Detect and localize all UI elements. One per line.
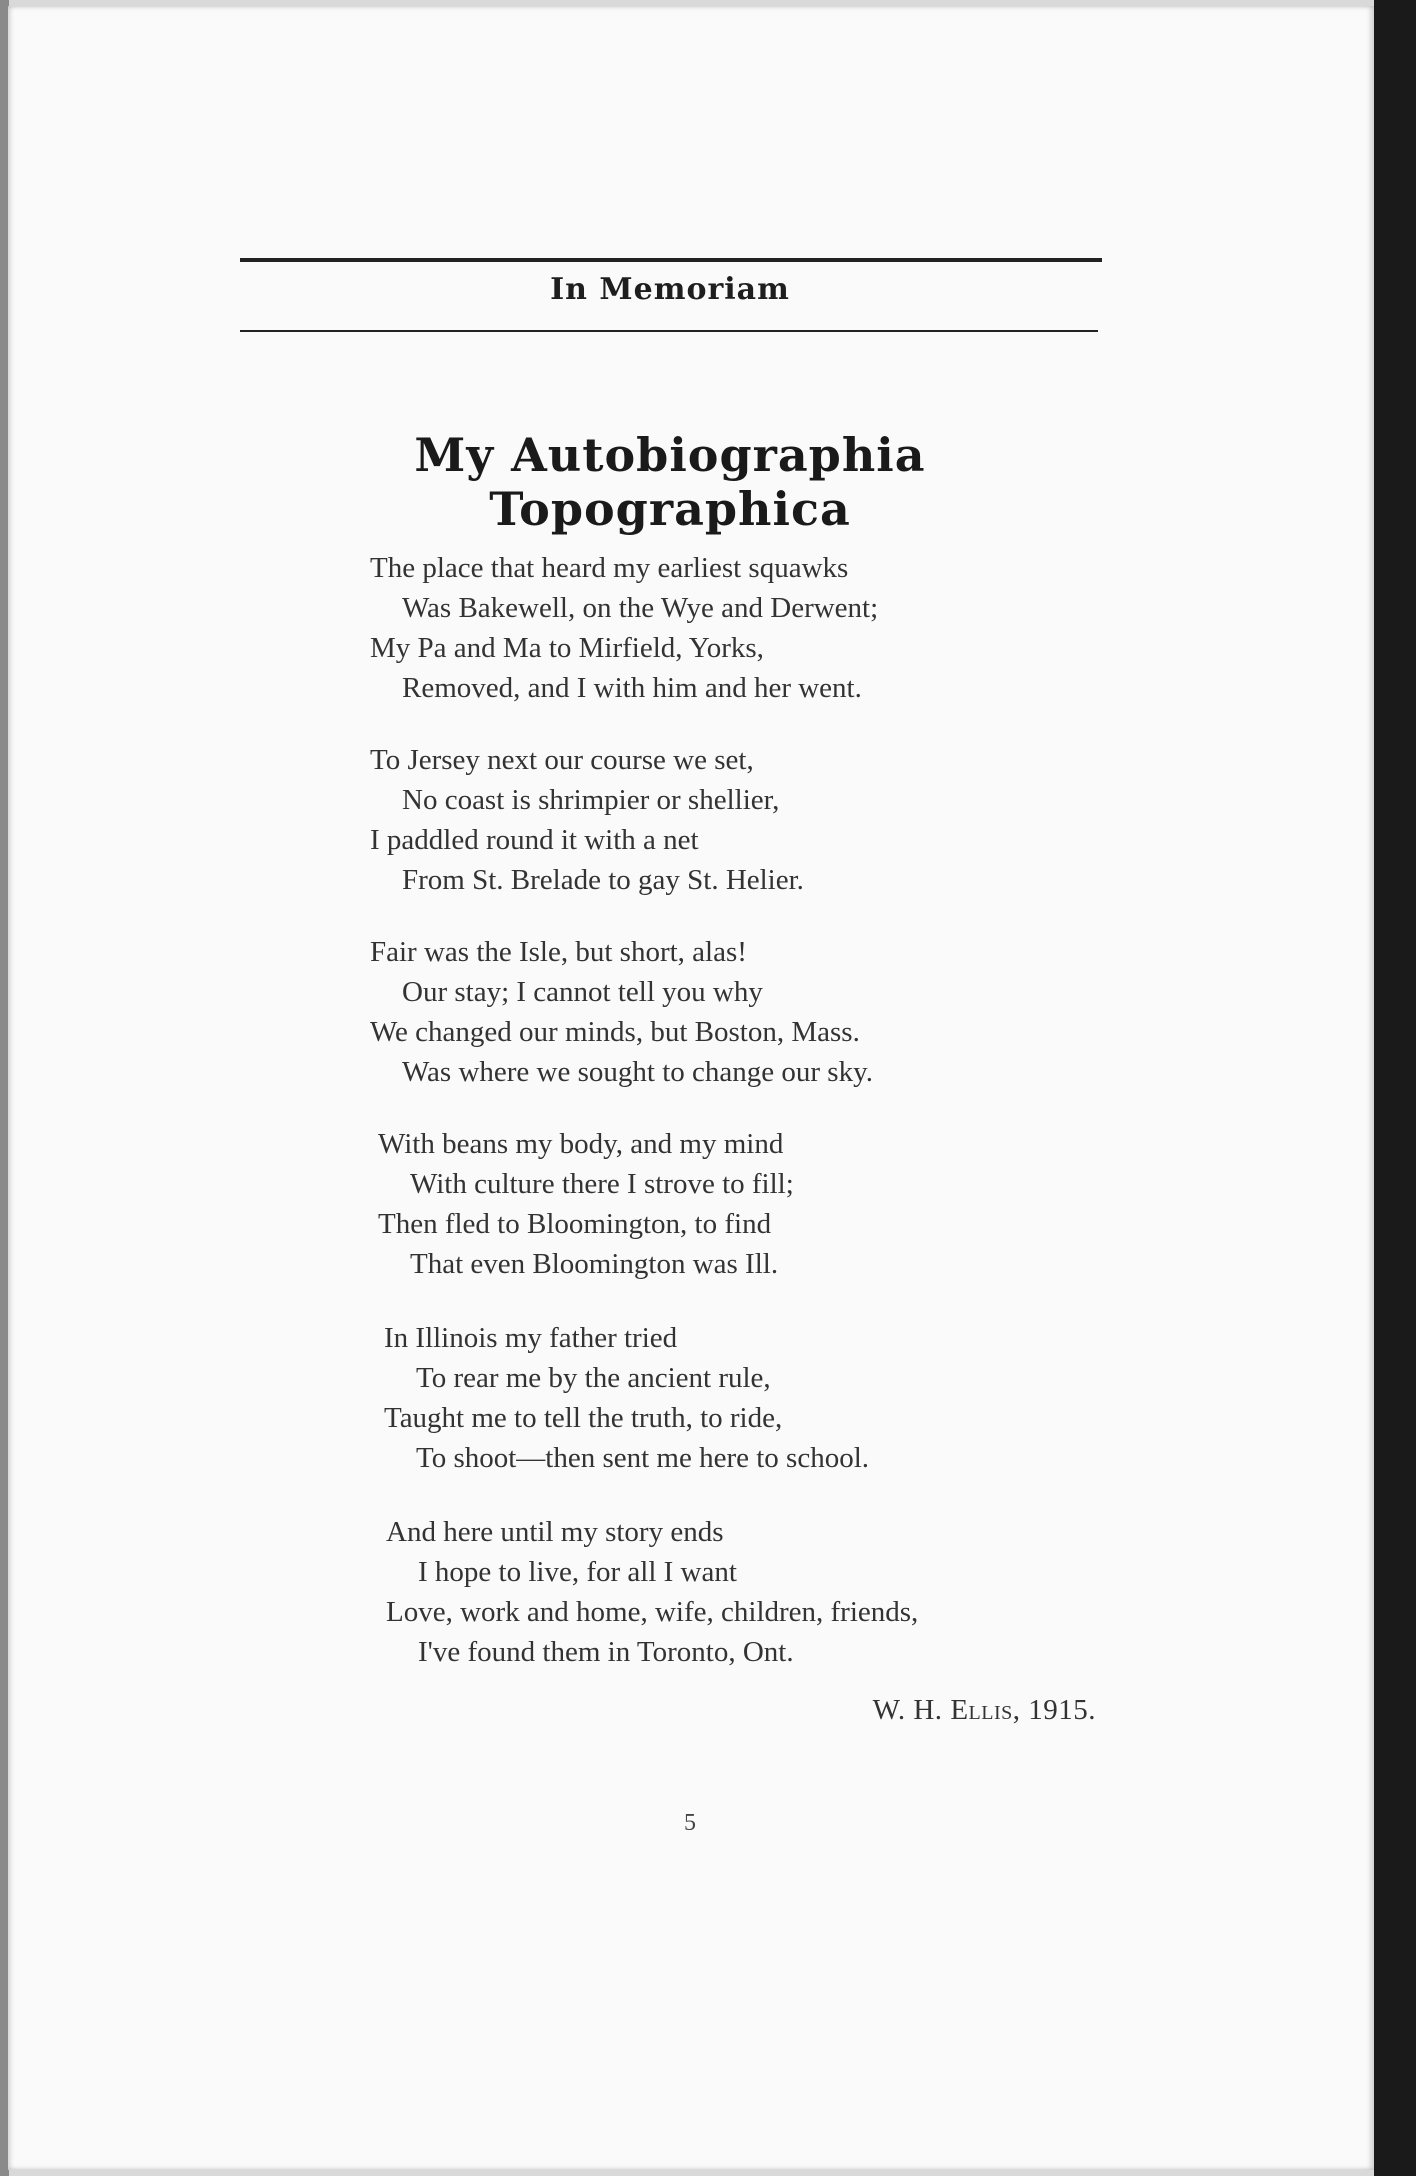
stanza-2 bbox=[370, 740, 1090, 900]
poem-line: To Jersey next our course we set, bbox=[370, 744, 754, 776]
poem-line: I hope to live, for all I want bbox=[418, 1556, 737, 1588]
poem-signature bbox=[700, 1694, 1096, 1727]
page-number: 5 bbox=[684, 1810, 696, 1836]
poem-line: Removed, and I with him and her went. bbox=[402, 672, 862, 704]
poem-line: Was Bakewell, on the Wye and Derwent; bbox=[402, 592, 879, 624]
poem-line: Taught me to tell the truth, to ride, bbox=[384, 1402, 783, 1434]
poem-line: My Pa and Ma to Mirfield, Yorks, bbox=[370, 632, 764, 664]
poem-line: With beans my body, and my mind bbox=[378, 1128, 784, 1160]
page-right-edge bbox=[1374, 0, 1416, 2176]
header-title: In Memoriam bbox=[550, 272, 790, 307]
header-rule-top bbox=[240, 258, 1102, 262]
stanza-4 bbox=[378, 1124, 1098, 1284]
signature-surname: Ellis, bbox=[950, 1694, 1021, 1726]
poem-line: That even Bloomington was Ill. bbox=[410, 1248, 779, 1280]
poem-line: Then fled to Bloomington, to find bbox=[378, 1208, 772, 1240]
poem-line: With culture there I strove to fill; bbox=[410, 1168, 794, 1200]
poem-line: From St. Brelade to gay St. Helier. bbox=[402, 864, 804, 896]
poem-line: Our stay; I cannot tell you why bbox=[402, 976, 763, 1008]
stanza-6 bbox=[386, 1512, 1106, 1672]
poem-line: Fair was the Isle, but short, alas! bbox=[370, 936, 747, 968]
stanza-5 bbox=[384, 1318, 1104, 1478]
poem-line: I've found them in Toronto, Ont. bbox=[418, 1636, 794, 1668]
poem-line: And here until my story ends bbox=[386, 1516, 724, 1548]
poem-line: To shoot—then sent me here to school. bbox=[416, 1442, 870, 1474]
poem-line: I paddled round it with a net bbox=[370, 824, 699, 856]
poem-title: My Autobiographia Topographica bbox=[414, 428, 926, 536]
poem-line: In Illinois my father tried bbox=[384, 1322, 678, 1354]
poem-line: Love, work and home, wife, children, friends, bbox=[386, 1596, 919, 1628]
signature-year: 1915. bbox=[1028, 1694, 1096, 1726]
stanza-3 bbox=[370, 932, 1090, 1092]
signature-initials: W. H. bbox=[872, 1694, 943, 1726]
poem-line: The place that heard my earliest squawks bbox=[370, 552, 849, 584]
poem-line: We changed our minds, but Boston, Mass. bbox=[370, 1016, 860, 1048]
stanza-1 bbox=[370, 548, 1090, 708]
poem-line: No coast is shrimpier or shellier, bbox=[402, 784, 780, 816]
poem-line: To rear me by the ancient rule, bbox=[416, 1362, 771, 1394]
header-rule-bottom bbox=[240, 330, 1098, 332]
poem-line: Was where we sought to change our sky. bbox=[402, 1056, 873, 1088]
